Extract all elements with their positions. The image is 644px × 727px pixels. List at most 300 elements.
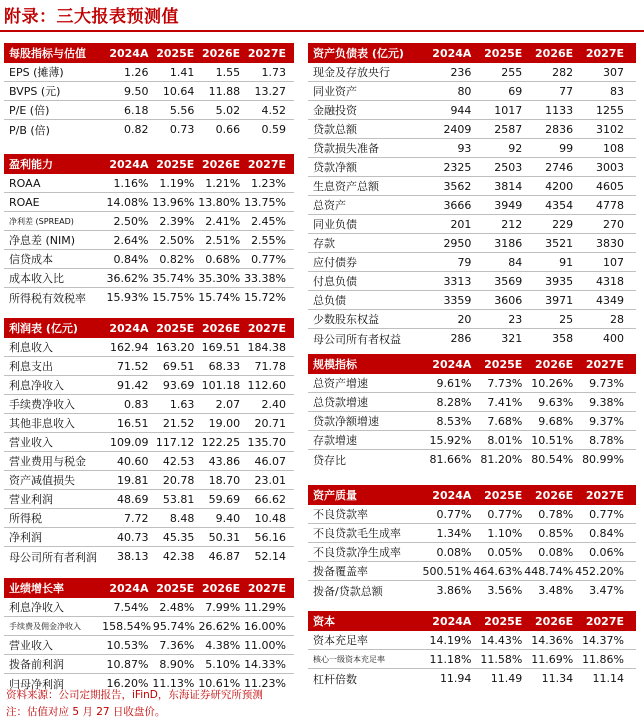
table-header [308, 485, 636, 505]
cell-value: 4778 [596, 198, 625, 212]
cell-value: 33.38% [244, 271, 287, 285]
cell-value: 5.56 [169, 103, 195, 117]
cell-value: 43.86 [208, 454, 241, 468]
year-header: 2026E [202, 157, 241, 171]
cell-value: 11.29% [244, 600, 287, 614]
left-table-2 [4, 318, 294, 566]
year-header: 2026E [202, 321, 241, 335]
table-row [4, 338, 294, 357]
cell-value: 452.20% [575, 564, 625, 578]
table-row [308, 120, 636, 139]
year-header: 2027E [585, 488, 625, 502]
cell-value: 2.51% [205, 233, 241, 247]
table-row [308, 581, 636, 600]
cell-value: 69 [508, 84, 523, 98]
left-table-0 [4, 43, 294, 139]
cell-value: 2.07 [215, 397, 241, 411]
cell-value: 2.40 [261, 397, 287, 411]
cell-value: 2.48% [159, 600, 195, 614]
table-row [4, 452, 294, 471]
cell-value: 2.50% [159, 233, 195, 247]
cell-value: 99 [559, 141, 574, 155]
table-title: 资产质量 [313, 489, 357, 502]
cell-value: 23 [508, 312, 523, 326]
cell-value: 122.25 [201, 435, 241, 449]
table-title: 盈利能力 [9, 158, 53, 171]
cell-value: 0.77% [251, 252, 287, 266]
table-row [308, 393, 636, 412]
cell-value: 15.75% [152, 291, 195, 304]
row-label: 资产减值损失 [9, 474, 75, 487]
table-row [308, 310, 636, 329]
row-label: ROAA [9, 176, 41, 190]
cell-value: 66.62 [254, 492, 287, 506]
table-row [308, 329, 636, 348]
cell-value: 4.52 [261, 103, 287, 117]
cell-value: 21.52 [162, 416, 195, 430]
row-label: P/B (倍) [9, 123, 50, 137]
row-label: 不良贷款净生成率 [313, 546, 401, 559]
cell-value: 5.02 [215, 103, 241, 117]
row-label: 杠杆倍数 [313, 672, 357, 686]
cell-value: 13.96% [152, 195, 195, 209]
year-header: 2027E [585, 614, 625, 628]
cell-value: 13.80% [198, 195, 241, 209]
year-header: 2025E [484, 46, 523, 60]
table-row [4, 269, 294, 288]
row-label: 拨备覆盖率 [313, 565, 368, 578]
cell-value: 0.68% [205, 252, 241, 266]
cell-value: 270 [603, 217, 625, 231]
cell-value: 7.68% [487, 414, 523, 428]
cell-value: 2325 [443, 160, 472, 174]
cell-value: 448.74% [524, 564, 574, 578]
cell-value: 1.19% [159, 176, 195, 190]
cell-value: 77 [559, 84, 574, 98]
cell-value: 2.64% [113, 233, 149, 247]
row-label: 贷款净额增速 [313, 415, 379, 428]
row-label: BVPS (元) [9, 85, 61, 98]
table-row [308, 215, 636, 234]
table-row [4, 63, 294, 82]
cell-value: 255 [501, 65, 523, 79]
cell-value: 0.08% [538, 545, 574, 559]
row-label: 拨备/贷款总额 [313, 584, 383, 598]
left-table-3 [4, 578, 294, 693]
row-label: 总负债 [313, 294, 346, 307]
cell-value: 3.56% [487, 584, 523, 597]
table-row [4, 547, 294, 566]
cell-value: 14.33% [244, 657, 287, 671]
cell-value: 1.41 [169, 65, 195, 79]
year-header: 2024A [109, 157, 149, 171]
cell-value: 0.08% [436, 545, 472, 559]
table-row [308, 524, 636, 543]
row-label: 应付债券 [313, 256, 357, 269]
cell-value: 53.81 [162, 492, 195, 506]
cell-value: 307 [603, 65, 625, 79]
table-row [4, 471, 294, 490]
cell-value: 68.33 [208, 359, 241, 373]
cell-value: 93 [457, 141, 472, 155]
cell-value: 4200 [545, 179, 574, 193]
row-label: 利息净收入 [9, 379, 64, 392]
table-row [4, 598, 294, 617]
table-title: 资产负债表 (亿元) [313, 47, 404, 60]
table-row [308, 631, 636, 650]
cell-value: 48.69 [116, 492, 149, 506]
cell-value: 0.66 [215, 123, 241, 136]
cell-value: 16.20% [106, 677, 149, 690]
cell-value: 10.64 [162, 84, 195, 98]
cell-value: 1.21% [205, 176, 241, 190]
cell-value: 10.53% [106, 638, 149, 652]
cell-value: 8.90% [159, 657, 195, 671]
cell-value: 71.78 [254, 359, 287, 373]
row-label: 资本充足率 [313, 634, 368, 647]
row-label: 利息收入 [9, 341, 53, 354]
cell-value: 23.01 [254, 473, 287, 487]
cell-value: 46.07 [254, 454, 287, 468]
table-header [308, 611, 636, 631]
year-header: 2024A [109, 581, 149, 595]
cell-value: 0.84% [113, 252, 149, 266]
year-header: 2025E [156, 321, 195, 335]
cell-value: 1017 [494, 103, 523, 117]
cell-value: 321 [501, 332, 523, 345]
cell-value: 108 [603, 141, 625, 155]
cell-value: 0.06% [589, 545, 625, 559]
table-row [308, 562, 636, 581]
cell-value: 95.74% [152, 619, 195, 633]
row-label: 生息资产总额 [313, 180, 379, 193]
year-header: 2024A [432, 614, 472, 628]
row-label: 总贷款增速 [313, 396, 368, 409]
cell-value: 35.30% [198, 271, 241, 285]
cell-value: 9.63% [538, 395, 574, 409]
year-header: 2024A [432, 46, 472, 60]
table-row [308, 82, 636, 101]
row-label: 母公司所有者权益 [313, 332, 401, 346]
cell-value: 4349 [596, 293, 625, 307]
cell-value: 14.08% [106, 195, 149, 209]
cell-value: 7.36% [159, 638, 195, 652]
cell-value: 2.45% [251, 214, 287, 228]
cell-value: 1.16% [113, 176, 149, 190]
right-table-0 [308, 43, 636, 348]
cell-value: 11.49 [490, 672, 523, 685]
cell-value: 2503 [494, 160, 523, 174]
year-header: 2027E [247, 581, 287, 595]
cell-value: 7.54% [113, 600, 149, 614]
cell-value: 9.73% [589, 376, 625, 390]
cell-value: 20 [457, 312, 472, 326]
cell-value: 169.51 [201, 340, 241, 354]
cell-value: 52.14 [254, 550, 287, 563]
table-row [4, 101, 294, 120]
cell-value: 11.58% [480, 652, 523, 666]
cell-value: 13.27 [254, 84, 287, 98]
cell-value: 1.63 [169, 397, 195, 411]
cell-value: 1.55 [215, 65, 241, 79]
table-header [308, 43, 636, 63]
row-label: 其他非息收入 [9, 417, 75, 430]
row-label: 不良贷款毛生成率 [313, 527, 401, 540]
cell-value: 6.18 [123, 103, 149, 117]
row-label: 贷款损失准备 [313, 142, 379, 155]
cell-value: 286 [450, 332, 472, 345]
cell-value: 3971 [545, 293, 574, 307]
cell-value: 0.73 [169, 123, 195, 136]
row-label: P/E (倍) [9, 104, 50, 117]
cell-value: 10.26% [531, 376, 574, 390]
table-row [4, 120, 294, 139]
left-table-1 [4, 154, 294, 307]
year-header: 2027E [247, 157, 287, 171]
cell-value: 19.81 [116, 473, 149, 487]
cell-value: 80.54% [531, 453, 574, 466]
table-row [4, 174, 294, 193]
cell-value: 11.86% [582, 652, 625, 666]
cell-value: 0.78% [538, 507, 574, 521]
cell-value: 46.87 [208, 550, 241, 563]
cell-value: 7.72 [123, 511, 149, 525]
cell-value: 158.54% [102, 619, 152, 633]
cell-value: 13.75% [244, 195, 287, 209]
cell-value: 1133 [545, 103, 574, 117]
cell-value: 109.09 [109, 435, 149, 449]
cell-value: 112.60 [247, 378, 287, 392]
cell-value: 4.38% [205, 638, 241, 652]
row-label: 金融投资 [313, 104, 357, 117]
cell-value: 9.61% [436, 376, 472, 390]
cell-value: 81.20% [480, 453, 523, 466]
cell-value: 3830 [596, 236, 625, 250]
year-header: 2024A [109, 321, 149, 335]
cell-value: 11.23% [244, 677, 287, 690]
cell-value: 26.62% [198, 619, 241, 633]
cell-value: 3569 [494, 274, 523, 288]
table-title: 业绩增长率 [9, 582, 64, 595]
row-label: 贷存比 [313, 453, 346, 467]
cell-value: 0.77% [436, 507, 472, 521]
row-label: 拨备前利润 [9, 658, 64, 671]
cell-value: 11.94 [439, 672, 472, 685]
year-header: 2026E [535, 357, 574, 371]
cell-value: 162.94 [109, 340, 149, 354]
cell-value: 2.50% [113, 214, 149, 228]
cell-value: 3935 [545, 274, 574, 288]
right-table-3 [308, 611, 636, 688]
year-header: 2027E [585, 46, 625, 60]
cell-value: 7.99% [205, 600, 241, 614]
cell-value: 9.40 [215, 511, 241, 525]
cell-value: 8.01% [487, 433, 523, 447]
cell-value: 0.85% [538, 526, 574, 540]
row-label: 净利差 (SPREAD) [9, 216, 74, 226]
cell-value: 3562 [443, 179, 472, 193]
table-row [4, 395, 294, 414]
cell-value: 11.14 [592, 672, 625, 685]
page-title: 附录：三大报表预测值 [4, 7, 179, 27]
cell-value: 7.73% [487, 376, 523, 390]
year-header: 2025E [484, 357, 523, 371]
cell-value: 80.99% [582, 453, 625, 466]
cell-value: 40.73 [116, 530, 149, 544]
table-row [4, 617, 294, 636]
cell-value: 16.51 [116, 416, 149, 430]
cell-value: 91 [559, 255, 574, 269]
table-row [308, 272, 636, 291]
cell-value: 92 [508, 141, 523, 155]
table-header [4, 43, 294, 63]
row-label: 同业负债 [313, 218, 357, 231]
cell-value: 0.82 [123, 123, 149, 136]
cell-value: 358 [552, 332, 574, 345]
table-row [308, 291, 636, 310]
cell-value: 2746 [545, 160, 574, 174]
table-row [4, 250, 294, 269]
cell-value: 9.37% [589, 414, 625, 428]
row-label: EPS (摊薄) [9, 66, 64, 79]
cell-value: 2.55% [251, 233, 287, 247]
cell-value: 71.52 [116, 359, 149, 373]
row-label: 所得税 [9, 512, 42, 525]
cell-value: 4605 [596, 179, 625, 193]
table-row [308, 412, 636, 431]
row-label: 归母净利润 [9, 677, 64, 691]
cell-value: 91.42 [116, 378, 149, 392]
cell-value: 184.38 [247, 340, 287, 354]
cell-value: 1.26 [123, 65, 149, 79]
year-header: 2025E [484, 614, 523, 628]
cell-value: 3814 [494, 179, 523, 193]
year-header: 2025E [156, 581, 195, 595]
cell-value: 236 [450, 65, 472, 79]
cell-value: 10.61% [198, 677, 241, 690]
cell-value: 101.18 [201, 378, 241, 392]
row-label: ROAE [9, 195, 40, 209]
cell-value: 3003 [596, 160, 625, 174]
cell-value: 84 [508, 255, 523, 269]
table-row [308, 101, 636, 120]
cell-value: 11.00% [244, 638, 287, 652]
table-header [4, 318, 294, 338]
table-row [308, 63, 636, 82]
table-row [308, 374, 636, 393]
row-label: 净息差 (NIM) [9, 234, 76, 247]
right-table-1 [308, 354, 636, 469]
table-row [4, 655, 294, 674]
table-row [4, 212, 294, 231]
cell-value: 107 [603, 255, 625, 269]
row-label: 成本收入比 [9, 272, 64, 285]
cell-value: 1.10% [487, 526, 523, 540]
year-header: 2025E [484, 488, 523, 502]
row-label: 付息负债 [313, 275, 357, 288]
year-header: 2026E [535, 614, 574, 628]
cell-value: 464.63% [473, 564, 523, 578]
table-row [308, 669, 636, 688]
cell-value: 11.18% [429, 652, 472, 666]
cell-value: 59.69 [208, 492, 241, 506]
row-label: 营业利润 [9, 493, 53, 506]
table-row [4, 509, 294, 528]
row-label: 存款 [313, 237, 335, 250]
cell-value: 5.10% [205, 657, 241, 671]
table-title: 每股指标与估值 [9, 47, 86, 60]
table-title: 资本 [313, 615, 335, 628]
cell-value: 2836 [545, 122, 574, 136]
row-label: 利息支出 [9, 360, 53, 373]
cell-value: 135.70 [247, 435, 287, 449]
cell-value: 42.38 [162, 550, 195, 563]
cell-value: 8.48 [169, 511, 195, 525]
cell-value: 14.37% [582, 633, 625, 647]
row-label: 总资产 [313, 199, 346, 212]
cell-value: 10.51% [531, 433, 574, 447]
row-label: 营业费用与税金 [9, 455, 86, 468]
cell-value: 0.59 [261, 123, 287, 136]
table-row [4, 636, 294, 655]
cell-value: 2950 [443, 236, 472, 250]
cell-value: 20.78 [162, 473, 195, 487]
row-label: 存款增速 [313, 434, 357, 447]
table-row [308, 543, 636, 562]
cell-value: 8.53% [436, 414, 472, 428]
cell-value: 3949 [494, 198, 523, 212]
year-header: 2027E [585, 357, 625, 371]
cell-value: 93.69 [162, 378, 195, 392]
valuation-note: 注：估值对应 5 月 27 日收盘价。 [6, 706, 166, 718]
table-row [308, 505, 636, 524]
row-label: 所得税有效税率 [9, 291, 86, 305]
row-label: 净利润 [9, 531, 42, 544]
cell-value: 282 [552, 65, 574, 79]
cell-value: 35.74% [152, 271, 195, 285]
right-table-2 [308, 485, 636, 600]
table-row [308, 139, 636, 158]
cell-value: 14.43% [480, 633, 523, 647]
cell-value: 9.38% [589, 395, 625, 409]
cell-value: 0.84% [589, 526, 625, 540]
cell-value: 10.87% [106, 657, 149, 671]
row-label: 现金及存放央行 [313, 66, 390, 79]
source-note: 资料来源：公司定期报告，iFinD，东海证券研究所预测 [6, 689, 263, 701]
cell-value: 212 [501, 217, 523, 231]
cell-value: 0.77% [589, 507, 625, 521]
row-label: 手续费及佣金净收入 [9, 621, 81, 631]
cell-value: 944 [450, 103, 472, 117]
cell-value: 0.83 [123, 397, 149, 411]
cell-value: 9.68% [538, 414, 574, 428]
table-header [4, 578, 294, 598]
table-row [4, 193, 294, 212]
cell-value: 83 [610, 84, 625, 98]
cell-value: 15.72% [244, 291, 287, 304]
cell-value: 3186 [494, 236, 523, 250]
cell-value: 79 [457, 255, 472, 269]
row-label: 手续费净收入 [9, 398, 75, 411]
cell-value: 11.34 [541, 672, 574, 685]
year-header: 2027E [247, 46, 287, 60]
cell-value: 1.73 [261, 65, 287, 79]
table-row [308, 450, 636, 469]
year-header: 2026E [535, 488, 574, 502]
cell-value: 20.71 [254, 416, 287, 430]
cell-value: 0.05% [487, 545, 523, 559]
cell-value: 201 [450, 217, 472, 231]
